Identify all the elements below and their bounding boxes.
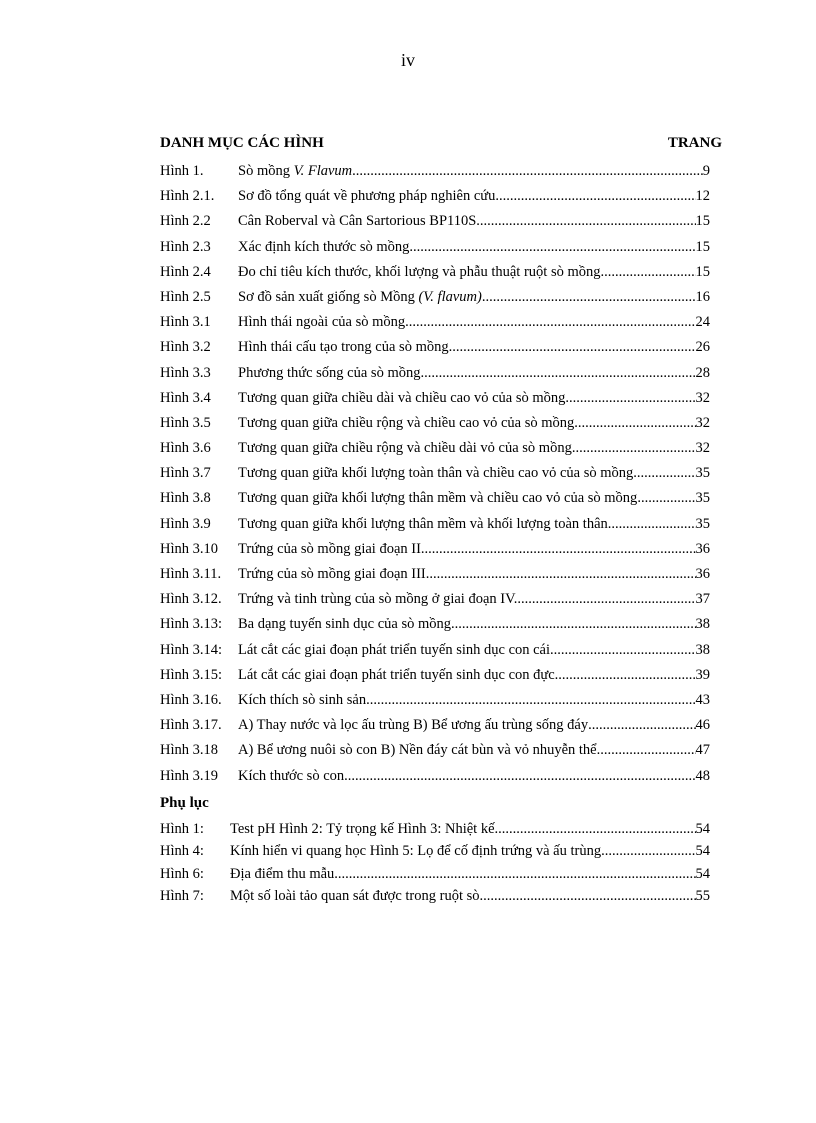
toc-entry[interactable] — [160, 490, 710, 515]
toc-entry[interactable] — [160, 516, 710, 541]
figure-caption-text: Tương quan giữa khối lượng toàn thân và chiều cao vỏ của sò mồng — [238, 465, 634, 482]
figure-number: Hình 2.1. — [160, 188, 215, 205]
figure-caption — [238, 742, 597, 759]
figure-caption-italic: (V. flavum) — [418, 288, 482, 305]
figure-caption-text: Một số loài tảo quan sát được trong ruột sò — [230, 888, 480, 905]
dot-leader — [572, 440, 696, 457]
figure-number: Hình 2.3 — [160, 238, 211, 255]
figure-number: Hình 1. — [160, 163, 204, 179]
toc-entry[interactable] — [160, 188, 710, 213]
figure-number: Hình 6: — [160, 865, 204, 882]
page-ref: 55 — [695, 888, 710, 905]
page-ref: 38 — [695, 641, 710, 658]
figure-caption-text: Đo chỉ tiêu kích thước, khối lượng và phẫu thuật ruột sò mồng — [238, 263, 601, 280]
dot-leader — [574, 415, 695, 432]
figure-number: Hình 3.9 — [160, 515, 211, 532]
page-ref: 26 — [695, 339, 710, 356]
figure-caption-text: Ba dạng tuyến sinh dục của sò mồng — [238, 616, 452, 633]
page-ref: 12 — [695, 188, 710, 205]
figure-caption-text: Địa điểm thu mẫu — [230, 865, 335, 882]
page-ref: 48 — [695, 767, 710, 784]
dot-leader — [601, 843, 695, 860]
toc-entry[interactable] — [160, 667, 710, 692]
toc-entry[interactable] — [160, 339, 710, 364]
page-ref: 32 — [695, 414, 710, 431]
figure-caption — [238, 289, 482, 306]
figure-number: Hình 3.18 — [160, 742, 218, 759]
toc-entry[interactable] — [160, 264, 710, 289]
figure-caption-text: Tương quan giữa khối lượng thân mềm và chiều cao vỏ của sò mồng — [238, 490, 638, 507]
figure-number: Hình 3.19 — [160, 767, 218, 784]
figure-number: Hình 3.17. — [160, 717, 222, 734]
figure-caption — [238, 188, 495, 205]
page-ref: 15 — [695, 238, 710, 255]
figure-number: Hình 3.8 — [160, 490, 211, 507]
dot-leader — [420, 365, 695, 382]
page-ref: 32 — [695, 389, 710, 406]
figure-caption-text: Trứng và tinh trùng của sò mồng ở giai đoạn IV. — [238, 591, 518, 608]
figure-number: Hình 3.6 — [160, 440, 211, 457]
dot-leader — [601, 264, 696, 281]
figure-number: Hình 3.1 — [160, 314, 211, 331]
figure-caption — [238, 490, 637, 507]
toc-entry[interactable] — [160, 289, 710, 314]
figure-caption — [230, 843, 601, 860]
toc-entry[interactable] — [160, 365, 710, 390]
page-ref: 16 — [695, 288, 710, 305]
figure-caption — [230, 821, 495, 838]
figure-number: Hình 3.13: — [160, 616, 223, 633]
page-ref: 28 — [695, 364, 710, 381]
figure-caption-text: Tương quan giữa chiều dài và chiều cao vỏ của sò mồng — [238, 389, 566, 406]
dot-leader — [565, 390, 695, 407]
dot-leader — [334, 866, 695, 883]
figure-caption — [238, 692, 366, 709]
toc-entry[interactable] — [160, 768, 710, 793]
figure-caption — [238, 642, 550, 659]
toc-entry[interactable] — [160, 239, 710, 264]
toc-entry[interactable] — [160, 866, 710, 889]
figure-number: Hình 4: — [160, 843, 204, 860]
figure-number: Hình 3.7 — [160, 465, 211, 482]
figure-number: Hình 2.4 — [160, 263, 211, 280]
figure-caption-text: Trứng của sò mồng giai đoạn III — [238, 566, 426, 582]
figure-caption — [238, 314, 405, 331]
figure-caption — [238, 163, 352, 180]
figure-number: Hình 3.4 — [160, 389, 211, 406]
figure-caption — [238, 339, 449, 356]
figure-number: Hình 2.2 — [160, 213, 211, 230]
figure-caption-text: Tương quan giữa chiều rộng và chiều cao vỏ của sò mồng — [238, 414, 575, 431]
figure-caption-text: Kích thích sò sinh sản — [238, 691, 367, 708]
dot-leader — [588, 717, 695, 734]
toc-entry[interactable] — [160, 821, 710, 844]
figure-number: Hình 3.2 — [160, 339, 211, 356]
page-ref: 15 — [695, 263, 710, 280]
page-number: iv — [400, 50, 415, 70]
dot-leader — [352, 163, 703, 180]
toc-title: DANH MỤC CÁC HÌNH — [160, 135, 324, 151]
figure-caption — [238, 239, 409, 256]
figure-caption — [238, 566, 426, 583]
toc-entry[interactable] — [160, 742, 710, 767]
figure-caption-text: A) Bể ương nuôi sò con B) Nền đáy cát bùn và vỏ nhuyễn thể — [238, 742, 597, 759]
toc-entry[interactable] — [160, 888, 710, 911]
figure-caption-text: Test pH Hình 2: Tỷ trọng kế Hình 3: Nhiệt kế — [230, 820, 495, 837]
dot-leader — [449, 339, 696, 356]
figure-caption-text: Kính hiển vi quang học Hình 5: Lọ để cố định trứng và ấu trùng — [230, 843, 602, 860]
page-ref: 36 — [695, 566, 710, 582]
figure-caption-italic: V. Flavum — [293, 163, 353, 179]
toc-entry[interactable] — [160, 390, 710, 415]
toc-entry[interactable] — [160, 566, 710, 591]
figure-caption-text: Tương quan giữa chiều rộng và chiều dài vỏ của sò mồng — [238, 440, 572, 457]
dot-leader — [597, 742, 696, 759]
appendix-heading: Phụ lục — [160, 794, 209, 811]
dot-leader — [426, 566, 696, 583]
figure-caption — [238, 616, 451, 633]
table-of-figures — [160, 135, 722, 911]
dot-leader — [633, 465, 695, 482]
page-ref: 36 — [695, 540, 710, 557]
figure-number: Hình 3.12. — [160, 591, 222, 608]
page-ref: 24 — [695, 314, 710, 331]
figure-caption — [238, 516, 608, 533]
dot-leader — [409, 239, 695, 256]
toc-entry[interactable] — [160, 415, 710, 440]
figure-caption-text: Xác định kích thước sò mồng — [238, 238, 410, 255]
figure-number: Hình 3.15: — [160, 666, 223, 683]
figure-number: Hình 3.3 — [160, 364, 211, 381]
dot-leader — [405, 314, 695, 331]
figure-caption — [238, 440, 572, 457]
dot-leader — [550, 642, 695, 659]
figure-number: Hình 3.16. — [160, 691, 222, 708]
figure-caption-text: Hình thái cấu tạo trong của sò mồng — [238, 339, 449, 356]
toc-entry[interactable] — [160, 465, 710, 490]
appendix-list — [160, 821, 710, 911]
dot-leader — [421, 541, 696, 558]
page-ref: 46 — [695, 717, 710, 734]
page-column-heading: TRANG — [667, 135, 722, 151]
figure-caption — [238, 667, 555, 684]
figure-caption — [238, 768, 344, 785]
figure-number: Hình 3.14: — [160, 641, 223, 658]
dot-leader — [637, 490, 695, 507]
figure-caption — [238, 390, 565, 407]
page-ref: 35 — [695, 490, 710, 507]
dot-leader — [476, 213, 695, 230]
page-ref: 39 — [695, 666, 710, 683]
dot-leader — [517, 591, 695, 608]
page-ref: 54 — [695, 865, 710, 882]
figure-caption — [238, 365, 420, 382]
toc-entry[interactable] — [160, 163, 710, 188]
figure-number: Hình 3.11. — [160, 566, 222, 582]
toc-entry[interactable] — [160, 440, 710, 465]
page-ref: 47 — [695, 742, 710, 759]
figure-caption — [238, 415, 574, 432]
figure-caption-text: Lát cắt các giai đoạn phát triển tuyến sinh dục con cái — [238, 641, 551, 658]
dot-leader — [366, 692, 695, 709]
page-ref: 15 — [695, 213, 710, 230]
figure-caption — [238, 213, 476, 230]
page-ref: 35 — [695, 465, 710, 482]
figure-number: Hình 2.5 — [160, 288, 211, 305]
toc-entry[interactable] — [160, 692, 710, 717]
figure-caption-text: A) Thay nước và lọc ấu trùng B) Bể ương ấu trùng sống đáy — [238, 717, 589, 734]
figure-caption — [230, 866, 334, 883]
figure-caption-text: Sơ đồ sản xuất giống sò Mồng — [238, 288, 419, 305]
figure-list — [160, 163, 710, 793]
toc-entry[interactable] — [160, 314, 710, 339]
figure-caption-text: Lát cắt các giai đoạn phát triển tuyến sinh dục con đực — [238, 666, 555, 683]
figure-caption-text: Kích thước sò con — [238, 767, 345, 784]
toc-entry[interactable] — [160, 591, 710, 616]
figure-number: Hình 3.10 — [160, 540, 218, 557]
figure-caption — [230, 888, 480, 905]
page-ref: 54 — [695, 820, 710, 837]
dot-leader — [555, 667, 696, 684]
toc-entry[interactable] — [160, 616, 710, 641]
figure-caption-text: Sò mồng — [238, 163, 294, 179]
page-ref: 38 — [695, 616, 710, 633]
figure-caption-text: Trứng của sò mồng giai đoạn II — [238, 540, 421, 557]
figure-caption-text: Tương quan giữa khối lượng thân mềm và khối lượng toàn thân — [238, 515, 608, 532]
dot-leader — [495, 188, 695, 205]
page-ref: 32 — [695, 440, 710, 457]
toc-entry[interactable] — [160, 541, 710, 566]
toc-entry[interactable] — [160, 213, 710, 238]
page-ref: 43 — [695, 691, 710, 708]
page-ref: 35 — [695, 515, 710, 532]
page-ref: 9 — [702, 163, 710, 179]
dot-leader — [344, 768, 695, 785]
page-ref: 37 — [695, 591, 710, 608]
dot-leader — [451, 616, 695, 633]
toc-entry[interactable] — [160, 843, 710, 866]
toc-entry[interactable] — [160, 642, 710, 667]
figure-caption-text: Hình thái ngoài của sò mồng — [238, 314, 406, 331]
dot-leader — [482, 289, 696, 306]
toc-header — [160, 135, 722, 155]
figure-caption-text: Phương thức sống của sò mồng — [238, 364, 421, 381]
toc-entry[interactable] — [160, 717, 710, 742]
dot-leader — [608, 516, 696, 533]
figure-caption-text: Sơ đồ tổng quát về phương pháp nghiên cứu — [238, 188, 496, 205]
dot-leader — [480, 888, 696, 905]
figure-caption — [238, 591, 517, 608]
figure-caption — [238, 541, 421, 558]
figure-number: Hình 1: — [160, 820, 204, 837]
figure-number: Hình 3.5 — [160, 414, 211, 431]
figure-caption — [238, 465, 633, 482]
figure-number: Hình 7: — [160, 888, 204, 905]
dot-leader — [495, 821, 696, 838]
page-ref: 54 — [695, 843, 710, 860]
figure-caption-text: Cân Roberval và Cân Sartorious BP110S — [238, 213, 477, 230]
figure-caption — [238, 717, 588, 734]
figure-caption — [238, 264, 601, 281]
